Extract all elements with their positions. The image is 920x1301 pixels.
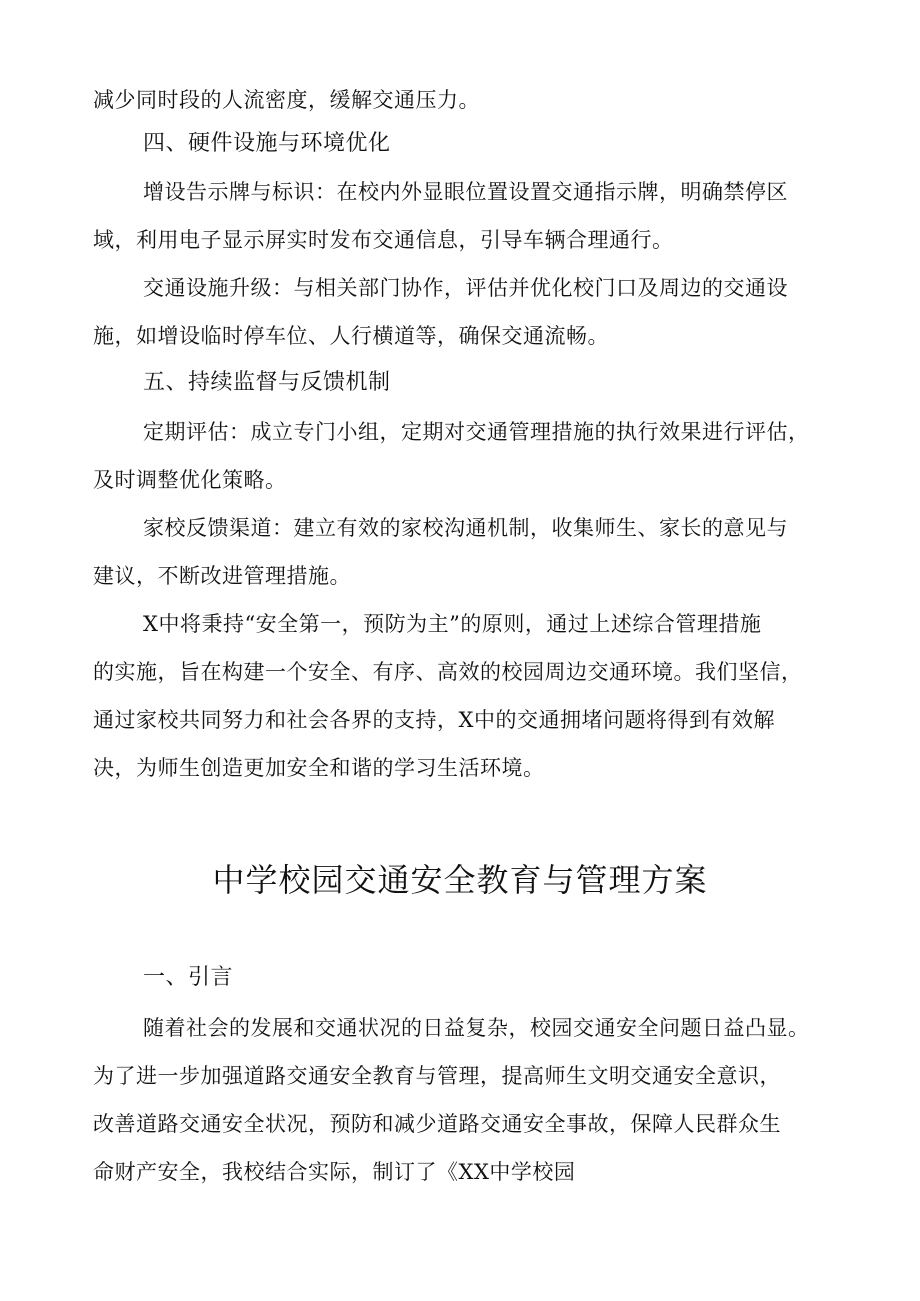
paragraph-line: 改善道路交通安全状况，预防和减少道路交通安全事故，保障人民群众生 [93, 1112, 781, 1136]
paragraph-line: 随着社会的发展和交通状况的日益复杂，校园交通安全问题日益凸显。 [143, 1016, 810, 1040]
paragraph-line: 定期评估：成立专门小组，定期对交通管理措施的执行效果进行评估， [143, 420, 810, 444]
paragraph-line: 为了进一步加强道路交通安全教育与管理，提高师生文明交通安全意识， [93, 1064, 781, 1088]
paragraph-line: X中将秉持“安全第一，预防为主”的原则，通过上述综合管理措施 [143, 612, 762, 636]
paragraph-line: 建议，不断改进管理措施。 [93, 564, 351, 588]
paragraph-line: 交通设施升级：与相关部门协作，评估并优化校门口及周边的交通设 [143, 276, 788, 300]
paragraph-line: 家校反馈渠道：建立有效的家校沟通机制，收集师生、家长的意见与 [143, 516, 788, 540]
paragraph-line: 域，利用电子显示屏实时发布交通信息，引导车辆合理通行。 [93, 228, 674, 252]
paragraph-line: 通过家校共同努力和社会各界的支持，X中的交通拥堵问题将得到有效解 [93, 708, 775, 732]
section-heading-1: 一、引言 [143, 965, 234, 990]
section-heading-5: 五、持续监督与反馈机制 [143, 370, 391, 395]
paragraph-line: 及时调整优化策略。 [93, 468, 287, 492]
paragraph-line: 决，为师生创造更加安全和谐的学习生活环境。 [93, 756, 545, 780]
paragraph-line: 命财产安全，我校结合实际，制订了《XX中学校园 [93, 1160, 576, 1184]
document-title: 中学校园交通安全教育与管理方案 [212, 861, 708, 899]
paragraph-line: 施，如增设临时停车位、人行横道等，确保交通流畅。 [93, 324, 609, 348]
paragraph-line: 增设告示牌与标识：在校内外显眼位置设置交通指示牌，明确禁停区 [143, 180, 788, 204]
paragraph-line: 的实施，旨在构建一个安全、有序、高效的校园周边交通环境。我们坚信， [93, 660, 803, 684]
paragraph-line: 减少同时段的人流密度，缓解交通压力。 [93, 88, 480, 112]
section-heading-4: 四、硬件设施与环境优化 [143, 131, 391, 156]
